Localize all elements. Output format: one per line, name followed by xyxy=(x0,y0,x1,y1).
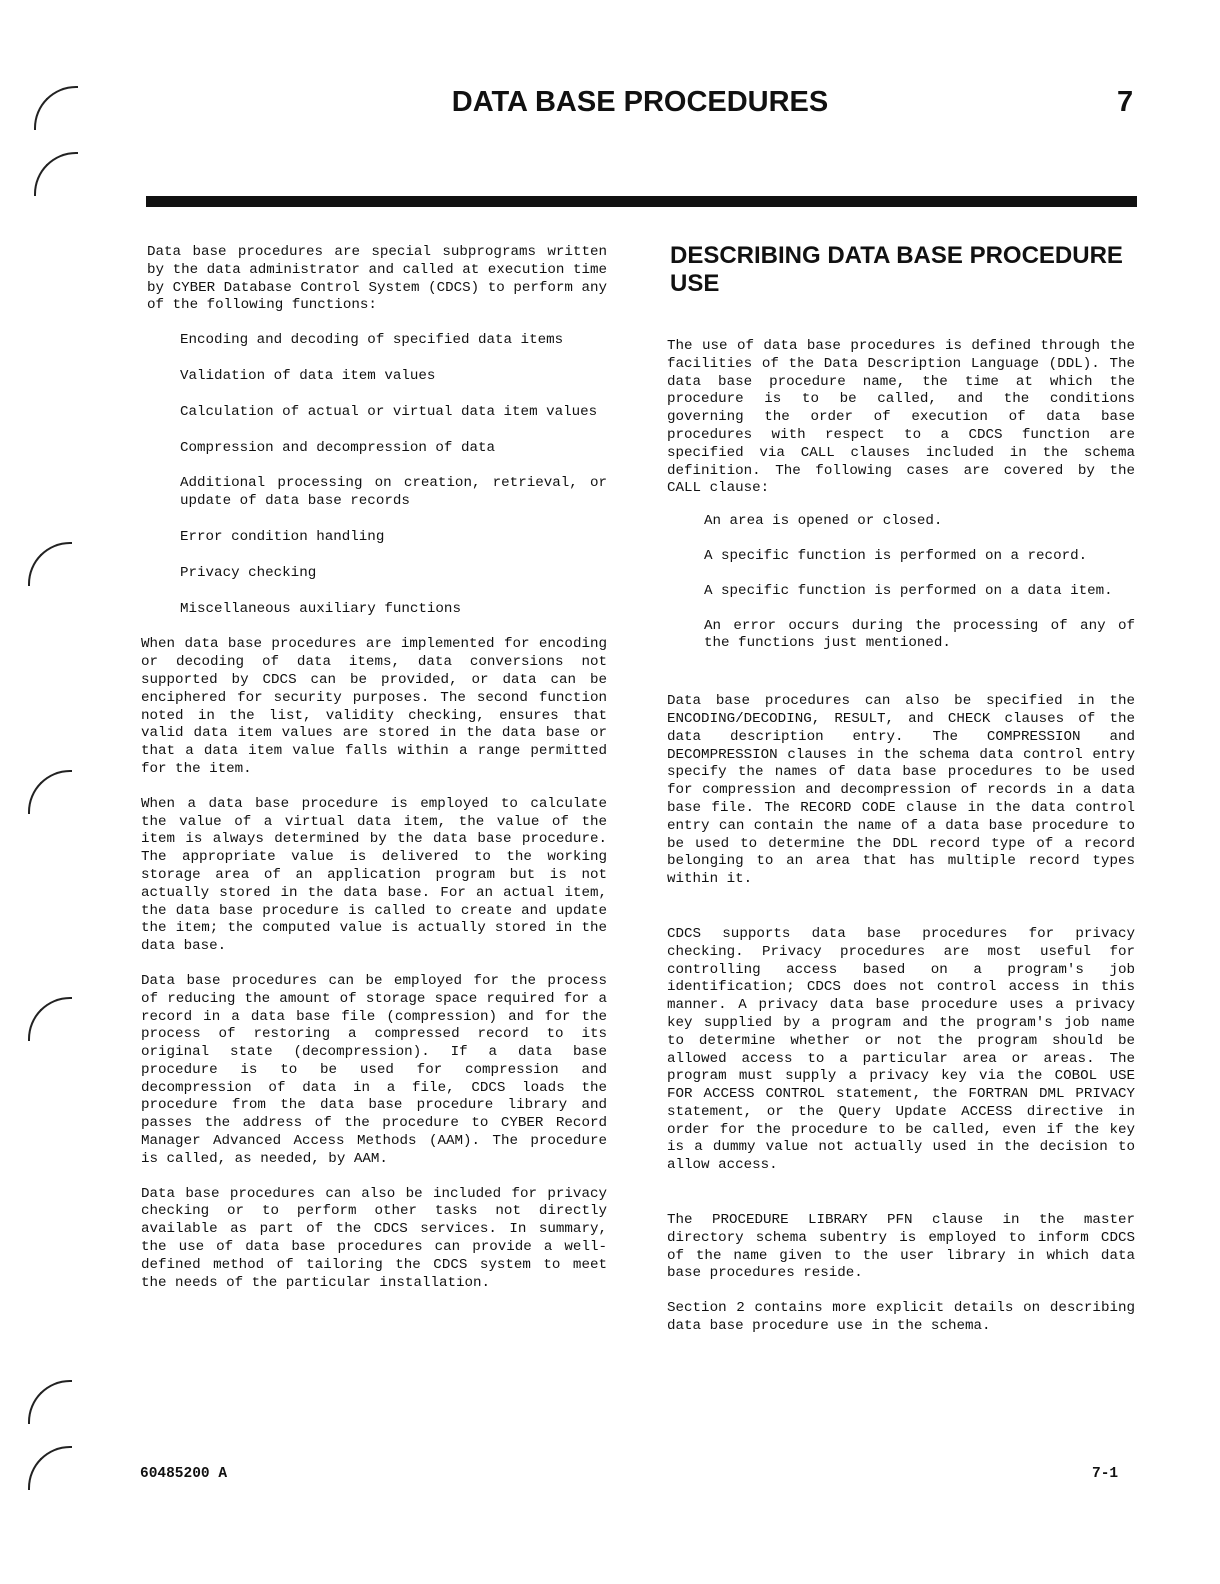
body-paragraph: When data base procedures are implemented for encoding or decoding of data items, data conversions not supported by CDCS can be provided, or data can be enciphered for security purposes. The second function noted in the list, validity checking, ensures that valid data item values are stored in the data base or that a data item value falls within a range permitted for the item. xyxy=(141,636,607,777)
body-paragraph: Section 2 contains more explicit details on describing data base procedure use in the schema. xyxy=(667,1300,1135,1335)
binder-hole-mark xyxy=(28,542,72,586)
right-column xyxy=(667,338,1135,1353)
list-item: Privacy checking xyxy=(180,564,317,581)
body-paragraph: The PROCEDURE LIBRARY PFN clause in the master directory schema subentry is employed to inform CDCS of the name given to the user library in which data base procedures reside. xyxy=(667,1212,1135,1282)
list-item: Calculation of actual or virtual data item values xyxy=(180,403,598,420)
list-item: An error occurs during the processing of any of the functions just mentioned. xyxy=(704,617,1135,652)
section-heading: DESCRIBING DATA BASE PROCEDURE USE xyxy=(670,242,1123,297)
left-column xyxy=(141,244,607,1309)
list-item: Additional processing on creation, retrieval, or update of data base records xyxy=(180,475,607,510)
binder-hole-mark xyxy=(28,770,72,814)
list-item: An area is opened or closed. xyxy=(704,513,943,530)
binder-hole-mark xyxy=(34,152,78,196)
page-number: 7-1 xyxy=(1092,1466,1119,1482)
document-number: 60485200 A xyxy=(140,1466,228,1482)
body-paragraph: The use of data base procedures is defined through the facilities of the Data Description Language (DDL). The data base procedure name, the time at which the procedure is to be called, and the conditions governing the order of execution of data base procedures with respect to a CDCS function are specified via CALL clauses included in the schema definition. The following cases are covered by the CALL clause: xyxy=(667,338,1135,497)
function-list xyxy=(141,332,607,618)
binder-hole-mark xyxy=(28,997,72,1041)
list-item: Compression and decompression of data xyxy=(180,439,496,456)
body-paragraph: CDCS supports data base procedures for privacy checking. Privacy procedures are most useful for controlling access based on a program's job identification; CDCS does not control access in this manner. A privacy data base procedure uses a privacy key supplied by a program and the program's job name to determine whether or not the program should be allowed access to a particular area or areas. The program must supply a privacy key via the COBOL USE FOR ACCESS CONTROL statement, the FORTRAN DML PRIVACY statement, or the Query Update ACCESS directive in order for the procedure to be called, even if the key is a dummy value not actually used in the decision to allow access. xyxy=(667,925,1135,1174)
chapter-number: 7 xyxy=(1117,86,1134,118)
body-paragraph: When a data base procedure is employed to calculate the value of a virtual data item, the value of the item is always determined by the data base procedure. The appropriate value is delivered to the working storage area of an application program but is not actually stored in the data base. For an actual item, the data base procedure is called to create and update the item; the computed value is actually stored in the data base. xyxy=(141,795,607,955)
binder-hole-mark xyxy=(28,1380,72,1424)
list-item: Encoding and decoding of specified data items xyxy=(180,332,564,349)
chapter-title: DATA BASE PROCEDURES xyxy=(451,86,829,118)
intro-paragraph: Data base procedures are special subprograms written by the data administrator and called at execution time by CYBER Database Control System (CDCS) to perform any of the following functions: xyxy=(147,244,607,314)
list-item: Error condition handling xyxy=(180,528,385,545)
list-item: Validation of data item values xyxy=(180,367,436,384)
body-paragraph: Data base procedures can be employed for the process of reducing the amount of storage space required for a record in a data base file (compression) and for the process of restoring a compressed record to its original state (decompression). If a data base procedure is to be used for compression and decompression of data in a file, CDCS loads the procedure from the data base procedure library and passes the address of the procedure to CYBER Record Manager Advanced Access Methods (AAM). The procedure is called, as needed, by AAM. xyxy=(141,972,607,1167)
list-item: A specific function is performed on a record. xyxy=(704,547,1088,564)
call-clause-case-list xyxy=(667,513,1135,653)
body-paragraph: Data base procedures can also be specified in the ENCODING/DECODING, RESULT, and CHECK clauses of the data description entry. The COMPRESSION and DECOMPRESSION clauses in the schema data control entry specify the names of data base procedures to be used for compression and decompression of records in a data base file. The RECORD CODE clause in the data control entry can contain the name of a data base procedure to be used to determine the DDL record type of a record belonging to an area that has multiple record types within it. xyxy=(667,693,1135,888)
header-rule xyxy=(146,196,1137,207)
binder-hole-mark xyxy=(28,1446,72,1490)
list-item: Miscellaneous auxiliary functions xyxy=(180,600,461,617)
body-paragraph: Data base procedures can also be included for privacy checking or to perform other tasks not directly available as part of the CDCS services. In summary, the use of data base procedures can provide a well-defined method of tailoring the CDCS system to meet the needs of the particular installation. xyxy=(141,1185,607,1291)
list-item: A specific function is performed on a data item. xyxy=(704,582,1113,599)
